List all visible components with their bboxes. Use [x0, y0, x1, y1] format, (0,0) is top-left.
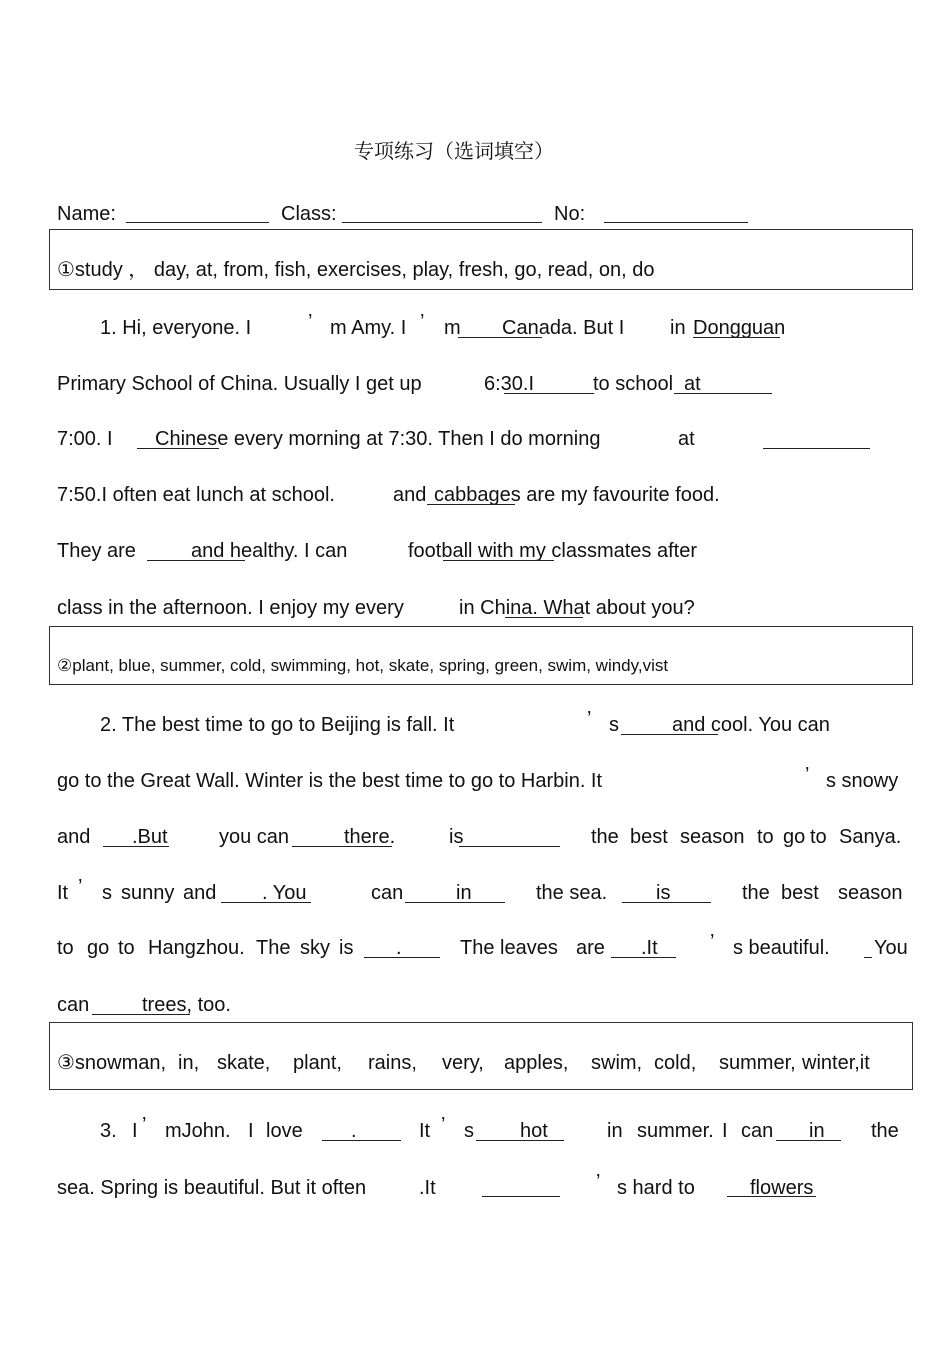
text: ’	[587, 708, 592, 730]
answer-blank[interactable]	[137, 448, 219, 449]
name-label: Name:	[57, 203, 116, 225]
text: I	[132, 1120, 138, 1142]
text: is	[656, 882, 671, 904]
text: to	[118, 937, 135, 959]
text: summer.	[637, 1120, 714, 1142]
word: plant,	[293, 1052, 342, 1074]
text: to	[57, 937, 74, 959]
text: .	[396, 937, 402, 959]
answer-blank[interactable]	[364, 957, 440, 958]
text: and	[183, 882, 217, 904]
answer-blank[interactable]	[504, 393, 594, 394]
text: and	[393, 484, 427, 506]
text: .But	[132, 826, 168, 848]
answer-blank[interactable]	[459, 846, 560, 847]
text: are	[576, 937, 605, 959]
text: best	[781, 882, 819, 904]
text: .	[351, 1120, 357, 1142]
text: s	[464, 1120, 474, 1142]
text: in	[607, 1120, 623, 1142]
text: you can	[219, 826, 290, 848]
text: ’	[805, 764, 810, 786]
text: to school	[593, 373, 674, 395]
answer-blank[interactable]	[776, 1140, 841, 1141]
text: love	[266, 1120, 303, 1142]
text: s	[609, 714, 619, 736]
text: go	[783, 826, 806, 848]
text: the sea.	[536, 882, 608, 904]
text: Hangzhou.	[148, 937, 245, 959]
text: 6:30.I	[484, 373, 535, 395]
text: at	[678, 428, 695, 450]
answer-blank[interactable]	[405, 902, 505, 903]
word: winter,it	[802, 1052, 870, 1074]
text: s snowy	[826, 770, 899, 792]
word: ③snowman,	[57, 1052, 167, 1074]
text: I	[248, 1120, 254, 1142]
answer-blank[interactable]	[458, 337, 542, 338]
text: in	[670, 317, 686, 339]
text: They are	[57, 540, 136, 562]
name-field[interactable]	[126, 222, 269, 223]
text: . You	[262, 882, 307, 904]
class-field[interactable]	[342, 222, 542, 223]
text: to	[810, 826, 827, 848]
word: cold,	[654, 1052, 697, 1074]
answer-blank[interactable]	[693, 337, 780, 338]
text: can	[741, 1120, 774, 1142]
text: at	[684, 373, 701, 395]
answer-blank[interactable]	[322, 1140, 401, 1141]
text: The leaves	[460, 937, 558, 959]
text: ’	[142, 1114, 147, 1136]
answer-blank[interactable]	[476, 1140, 564, 1141]
answer-blank[interactable]	[147, 560, 245, 561]
text: and cool. You can	[672, 714, 830, 736]
answer-blank[interactable]	[221, 902, 311, 903]
text: sea. Spring is beautiful. But it often	[57, 1177, 367, 1199]
text: It	[419, 1120, 431, 1142]
text: ’	[441, 1114, 446, 1136]
answer-blank[interactable]	[482, 1196, 560, 1197]
answer-blank[interactable]	[611, 957, 676, 958]
text: hot	[520, 1120, 548, 1142]
no-label: No:	[554, 203, 586, 225]
text: season	[838, 882, 903, 904]
text: Dongguan	[693, 317, 786, 339]
text: the	[742, 882, 770, 904]
text: Primary School of China. Usually I get up	[57, 373, 422, 395]
text: ’	[78, 876, 83, 898]
text: s	[102, 882, 112, 904]
class-label: Class:	[281, 203, 337, 225]
word-bank-2-text: ②plant, blue, summer, cold, swimming, hot, skate, spring, green, swim, windy,vist	[57, 656, 669, 675]
text: 1. Hi, everyone. I	[100, 317, 252, 339]
no-field[interactable]	[604, 222, 748, 223]
text: and healthy. I can	[191, 540, 348, 562]
word: in,	[178, 1052, 200, 1074]
text: .It	[641, 937, 658, 959]
answer-blank[interactable]	[427, 504, 515, 505]
text: mJohn.	[165, 1120, 231, 1142]
text: flowers	[750, 1177, 814, 1199]
text: ’	[308, 311, 313, 333]
text: m Amy. I	[330, 317, 407, 339]
text: sky	[300, 937, 330, 959]
text: It	[57, 882, 69, 904]
text: is	[449, 826, 464, 848]
text: You	[874, 937, 908, 959]
text: is	[339, 937, 354, 959]
text: sunny	[121, 882, 175, 904]
text: football with my classmates after	[408, 540, 697, 562]
text: I	[722, 1120, 728, 1142]
answer-blank[interactable]	[505, 617, 583, 618]
page-title: 专项练习（选词填空）	[354, 139, 554, 163]
word: summer,	[719, 1052, 796, 1074]
text: ’	[710, 931, 715, 953]
word: apples,	[504, 1052, 569, 1074]
text: The	[256, 937, 291, 959]
answer-blank[interactable]	[443, 560, 554, 561]
text: 3.	[100, 1120, 117, 1142]
answer-blank[interactable]	[622, 902, 711, 903]
text: ’	[420, 311, 425, 333]
text: and	[57, 826, 91, 848]
text: 2. The best time to go to Beijing is fall. It	[100, 714, 455, 736]
answer-blank[interactable]	[674, 393, 772, 394]
text: to	[757, 826, 774, 848]
text: .It	[419, 1177, 436, 1199]
text: there.	[344, 826, 396, 848]
text: 7:50.I often eat lunch at school.	[57, 484, 335, 506]
text: the	[871, 1120, 899, 1142]
word: swim,	[591, 1052, 643, 1074]
text: in China. What about you?	[459, 597, 695, 619]
word: rains,	[368, 1052, 417, 1074]
text: Chinese every morning at 7:30. Then I do morning	[155, 428, 601, 450]
text: go to the Great Wall. Winter is the best time to go to Harbin. It	[57, 770, 603, 792]
text: go	[87, 937, 110, 959]
word: skate,	[217, 1052, 271, 1074]
text: Sanya.	[839, 826, 902, 848]
text: m	[444, 317, 461, 339]
text: can	[57, 994, 90, 1016]
text: Canada. But I	[502, 317, 625, 339]
answer-blank[interactable]	[103, 846, 169, 847]
text: best	[630, 826, 668, 848]
text: s hard to	[617, 1177, 695, 1199]
text: the	[591, 826, 619, 848]
text: can	[371, 882, 404, 904]
text: cabbages are my favourite food.	[434, 484, 720, 506]
text: season	[680, 826, 745, 848]
text: in	[809, 1120, 825, 1142]
text: ’	[596, 1171, 601, 1193]
word-bank-1-text: ①study ， day, at, from, fish, exercises, play, fresh, go, read, on, do	[57, 259, 655, 281]
answer-blank[interactable]	[92, 1014, 190, 1015]
answer-blank[interactable]	[864, 957, 872, 958]
text: 7:00. I	[57, 428, 113, 450]
word: very,	[442, 1052, 484, 1074]
text: class in the afternoon. I enjoy my every	[57, 597, 404, 619]
answer-blank[interactable]	[727, 1196, 816, 1197]
answer-blank[interactable]	[621, 734, 718, 735]
text: s beautiful.	[733, 937, 830, 959]
text: trees, too.	[142, 994, 231, 1016]
answer-blank[interactable]	[292, 846, 392, 847]
text: in	[456, 882, 472, 904]
answer-blank[interactable]	[763, 448, 870, 449]
